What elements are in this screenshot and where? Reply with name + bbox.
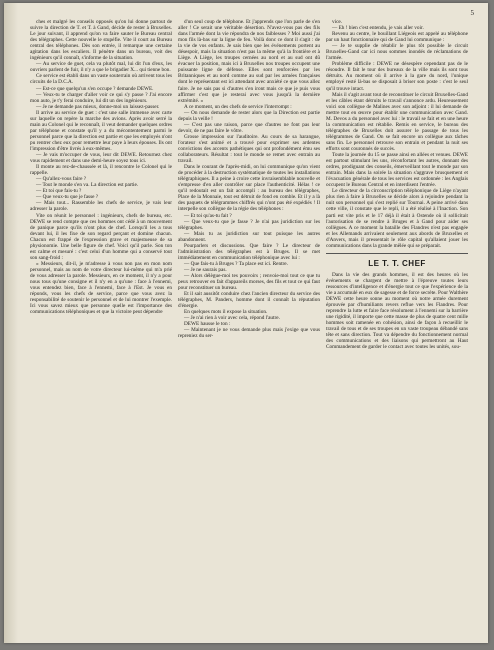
paragraph: — Je ne saurais pas. [184,266,227,273]
paragraph: — Mais tu as juridiction sur tout puisque les autres abandonnent. [178,230,320,243]
paragraph: — Est-ce que quelqu'un s'en occupe ? demande DEWE. [36,85,154,92]
paragraph: — C'est pas une raison, parce que d'autres ne font pas leur devoir, de ne pas faire le vôtre. [178,121,320,134]
binding-shadow [4,3,18,643]
document-page [4,3,488,643]
paragraph: ches et malgré les conseils opposés qu'on lui donne partout de suivre la direction de T. et T. à Gand, décide de rester à Bruxelles. Le jour suivant, il apprend qu'on va faire sauter le Bureau central des télégraphes. Cette nouvelle le stupéfie. Vite il court au Bureau central des téléphones. Dès son entrée, il remarque une certaine agitation dans les escaliers. Il pénètre dans un bureau, voit des ingénieurs qu'il connaît, s'informe de la situation. [30,19,172,62]
paragraph: — Maintenant je ne vous demande plus mais j'exige que vous repreniez du ser- [178,327,320,340]
paragraph: — Et toi que fais-tu ? [36,188,82,195]
paragraph: — On nous demande de rester alors que la Direction est partie depuis la veille ! [178,109,320,122]
paragraph: Revenu au centre, le bouillant Liégeois est appelé au téléphone par un haut fonctionnaire qui de Gand lui communique : [326,31,468,44]
paragraph: Et il sait aussitôt conduire chez l'ancien directeur du service des télégraphes, M. Panders, homme dont il connaît la réputation d'énergie. [178,291,320,310]
text-column-1 [30,19,172,633]
paragraph: Vite on réunit le personnel : ingénieurs, chefs de bureau, etc. DEWE se rend compte que ces hommes ont cédé à un mouvement de panique parce qu'ils n'ont plus de chef. Lorsqu'il les a tous devant lui, il les fixe de son regard perçant et domine chacun. Chacun est frappé de l'expression grave et majestueuse de sa physionomie. Une belle figure de chef. Voici qu'il parle. Son ton est calme et mesuré : c'est celui d'un homme qui a conservé tout son sang-froid : [30,212,172,261]
section-divider [326,253,468,254]
paragraph: — Tout le monde s'en va. La direction est partie. [36,182,139,189]
paragraph: Grosse impression sur l'auditoire. Au cours de sa harangue, l'orateur s'est animé et a trouvé pour exprimer ses ardentes convictions des accents pathétiques qui ont profondément ému ses collaborateurs. Résultat : tout le monde se remet avec entrain au travail. [178,133,320,165]
paragraph: Dans le courant de l'après-midi, on lui communique qu'on vient de procéder à la destruction systématique de toutes les installations télégraphiques. Il a peine à croire cette invraisemblable nouvelle et s'empresse d'en aller contrôler sur place l'authenticité. Hélas ! ce qu'il redoutait est un fait accompli : au bureau des télégraphes, Place de la Monnaie, tout est détruit de fond en comble. Et il y a là des paquets de télégrammes chiffrés qui n'ont pas été expédiés ! Il interpelle son collègue de la régie des téléphones : [178,164,320,213]
paragraph: — Je vais m'occuper de vous, leur dit DEWE. Retournez chez vous rapidement et dans une demi-heure soyez tous ici. [30,152,172,165]
paragraph: En quelques mots il expose la situation. [184,309,268,316]
paragraph: — Mais tout... Rassemble les chefs de service, je vais leur adresser la parole. [30,200,172,213]
paragraph: Il arrive au service de guet : c'est une salle immense avec carte sur laquelle on repère la marche des avions. Après avoir serré la main au Colonel qui le reconnaît, il veut demander quelques ordres par téléphone et constate qu'il y a du mécontentement parmi le personnel parce que la direction est partie et que les employés n'ont pu rentrer chez eux pour remettre leur paye à leurs épouses. Ils ont l'impression d'être livrés à eux-mêmes. [30,109,172,152]
text-column-2 [178,19,320,633]
paragraph: — Et toi qu'as-tu fait ? [184,212,232,219]
page-number: 5 [470,9,474,17]
paragraph: — Que fais-tu à Bruges ? Ta place est ici. Rentre. [184,260,288,267]
paragraph: — Que veux-tu que je fasse ? Je n'ai pas juridiction sur les télégraphes. [178,218,320,231]
paragraph: — Que veux-tu que je fasse ? [36,194,99,201]
paragraph: Mais il s'agit avant tout de reconstituer le circuit Bruxelles-Gand et les câbles étant détruits le travail s'annonce ardu. Heureusement voici son collègue de Malines avec son adjoint : il lui demande de mettre tout en œuvre pour établir une communication avec Gand. M. Devos a du personnel avec lui : le travail se fait et en une heure la communication est rétablie. Remis en service, le bureau des télégraphes de Bruxelles doit assurer le passage de tous les télégrammes de Gand. On se fait encore un collègue aux tâches sans fin. Le personnel retrouve son entrain et pendant la nuit ses efforts sont couronnés de succès. [326,91,468,152]
paragraph: — Eh ! bien c'est entendu, je vais aller voir. [332,25,424,32]
paragraph: « Messieurs, dit-il, je m'adresse à vous non pas en mon nom personnel, mais au nom de votre directeur lui-même qui m'a prié de vous adresser la parole. Messieurs, en ce moment, il n'y a pour nous tous qu'une consigne et il n'y en a qu'une : face à l'ennemi, vous entendez bien, face à l'ennemi, face à l'Est. Je vous en réponds, vous les chefs de service, parce que vous avez la responsabilité de soutenir le personnel et de lui montrer l'exemple. Ici vous savez mieux que personne quelle est l'importance des communications téléphoniques et que la victoire peut dépendre [30,260,172,316]
paragraph: vice. [332,19,343,25]
paragraph: Il monte au rez-de-chaussée et là, il rencontre le Colonel qui le rappelle. [30,164,172,177]
paragraph: — Alors délègue-moi tes pouvoirs ; renvoie-moi tout ce que tu peux retrouver en fait d'appareils morses, des fils et tout ce qui faut pour reconstituer un bureau. [178,272,320,292]
section-heading: LE T. T. CHEF [368,258,426,268]
paragraph: Ce service est établi dans un vaste souterrain où arrivent tous les circuits de la D.C.A. [30,73,172,86]
text-column-3 [326,19,468,633]
paragraph: — Veux-tu te charger d'aller voir ce qui s'y passe ? J'ai encore mon auto, je t'y ferai conduire, lui dit un des ingénieurs. [30,91,172,104]
paragraph: Toute la journée du 15 se passe ainsi en allées et venues. DEWE est partout stimulant les uns, réconfortant les autres, donnant des ordres, prodiguant des conseils, émerveillant tout le monde par son entrain. Mais dans la soirée la situation s'aggrave brusquement et l'évacuation générale de tous les services est ordonnée : les Anglais occupent le Bureau Central et en interdisent l'entrée. [326,152,468,189]
paragraph: — Je ne demande pas mieux, donne-moi un laissez-passer. [36,103,160,110]
paragraph: — Qu'allez-vous faire ? [36,176,87,183]
paragraph: A ce moment, un des chefs de service l'interrompt : [184,103,292,110]
paragraph: — Je n'ai rien à voir avec cela, répond l'autre. [184,315,280,322]
paragraph: Dans la vie des grands hommes, il est des heures où les événements se chargent de mettre à l'épreuve toutes leurs ressources d'intelligence et d'énergie tout ce que l'expérience de la vie a accumulé en eux de sagesse et de force secrète. Pour Walthère DEWE cette heure sonne au moment où notre armée durement éprouvée par d'humiliants revers reflue vers les Flandres. Pour reprendre la lutte et faire face résolument à l'ennemi sur la barrière une rigidité, il importe que cette masse de plus de quatre cent mille hommes soit ramenée en cohésion, ainsi de façon à recueillir le travail de tous et de ses troupes en un vaste troupeau débandé sans tête et sans direction. Tout va dépendre du fonctionnement normal des communications et des liaisons qui permettront au Haut Commandement de garder le contact avec toutes les unités, sou- [326,271,468,351]
paragraph: Pourparlers et discussions. Que faire ? Le directeur de l'administration des télégraphes est à Bruges. Il se met immédiatement en communication téléphonique avec lui : [178,242,320,261]
paragraph: — Au service de guet, cela va plutôt mal, lui dit l'un d'eux, les ouvriers parlent de fuir, il n'y a que le brigadier X... qui tienne bon. [30,61,172,74]
paragraph: — Je te supplie de rétablir le plus tôt possible le circuit Bruxelles-Gand car ici nous sommes inondés de réclamations de l'armée. [326,43,468,62]
paragraph: Le directeur de la circonscription téléphonique de Liège n'ayant plus rien à faire à Bruxelles se décide alors à rejoindre pendant la nuit son personnel qui s'est replié sur Tournai. A peine arrivé dans cette ville, il constate que le repli, il a été réalisé à l'Inaction. Son parti est vite pris et le 17 déjà il était à Ostende où il sollicitait l'autorisation de se rendre à Bruges et à Gand pour aider ses collègues. A ce moment la bataille des Flandres n'est pas engagée et les Allemands arrivaient seulement aux abords de Bruxelles et d'Anvers, mais il pressentait le rôle capital qu'allaient jouer les communications dans la grande mêlée qui se préparait. [326,188,468,249]
paragraph: DEWE hausse le ton : [184,321,231,328]
paragraph: d'un seul coup de téléphone. Et j'apprends que l'on parle de s'en aller ! Ce serait une véritable désertion. N'avez-vous pas des fils dans l'armée dont la vie répondra de nos faiblesses ? Moi aussi j'ai mon fils là-bas sur la ligne de feu. Voilà donc ce dont il s'agit : de la vie de vos enfants. Je sais bien que les événements portent au désespoir, mais la situation n'est pas la même qu'à la frontière et à Liège. A Liège, les troupes cernées au nord et au sud ont dû évacuer la position, mais ici à Bruxelles nos troupes occupent une puissante ligne de défense. Elles sont renforcées par les Britanniques et au nord comme au sud par les armées françaises dont le représentant est ici attendant avec anxiété ce que vous allez faire. Je ne sais pas si d'autres s'en iront mais ce que je puis vous affirmer c'est que je resterai avec vous jusqu'à la dernière extrémité. » [178,19,320,104]
paragraph: Problème difficile : DEWE ne désespère cependant pas de le résoudre. Il fait le tour des bureaux de la ville mais ils sont tous détruits. Au moment où il arrive à la gare du nord, l'unique employé resté là-bas se disposait à briser son poste : c'est le seul qu'il trouve intact. [326,61,468,92]
